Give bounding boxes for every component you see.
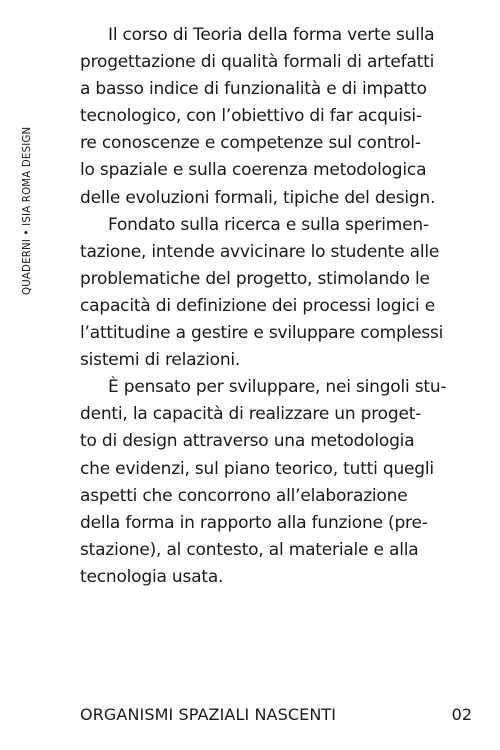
text-line: lo spaziale e sulla coerenza metodologica	[80, 160, 427, 181]
side-series-label-text: QUADERNI • ISIA ROMA DESIGN	[22, 126, 33, 295]
text-line: sistemi di relazioni.	[80, 350, 241, 371]
text-line: capacità di definizione dei processi logici e	[80, 295, 435, 316]
paragraph-3	[80, 374, 480, 591]
text-line: della forma in rapporto alla funzione (pre-	[80, 512, 428, 533]
text-line: che evidenzi, sul piano teorico, tutti quegli	[80, 458, 434, 479]
text-line: È pensato per sviluppare, nei singoli stu-	[108, 377, 447, 398]
text-line: re conoscenze e competenze sul control-	[80, 133, 421, 154]
text-line: l’attitudine a gestire e sviluppare complessi	[80, 323, 444, 344]
page-number: 02	[451, 705, 472, 724]
text-line: tecnologia usata.	[80, 566, 224, 587]
text-line: stazione), al contesto, al materiale e alla	[80, 539, 419, 560]
text-line: progettazione di qualità formali di artefatti	[80, 52, 435, 73]
text-line: to di design attraverso una metodologia	[80, 431, 415, 452]
text-line: a basso indice di funzionalità e di impatto	[80, 79, 427, 100]
text-line: Fondato sulla ricerca e sulla sperimen-	[108, 214, 429, 235]
page-footer	[80, 703, 472, 727]
paragraph-2	[80, 212, 480, 375]
text-line: tazione, intende avvicinare lo studente alle	[80, 241, 440, 262]
text-line: tecnologico, con l’obiettivo di far acquisi-	[80, 106, 422, 127]
text-line: aspetti che concorrono all’elaborazione	[80, 485, 408, 506]
paragraph-1	[80, 22, 480, 212]
side-series-label	[22, 90, 34, 295]
text-line: Il corso di Teoria della forma verte sulla	[108, 25, 435, 45]
text-line: denti, la capacità di realizzare un proget-	[80, 404, 422, 425]
body-text	[80, 22, 480, 591]
text-line: problematiche del progetto, stimolando le	[80, 268, 430, 289]
text-line: delle evoluzioni formali, tipiche del design.	[80, 187, 436, 208]
footer-title: ORGANISMI SPAZIALI NASCENTI	[80, 705, 337, 724]
